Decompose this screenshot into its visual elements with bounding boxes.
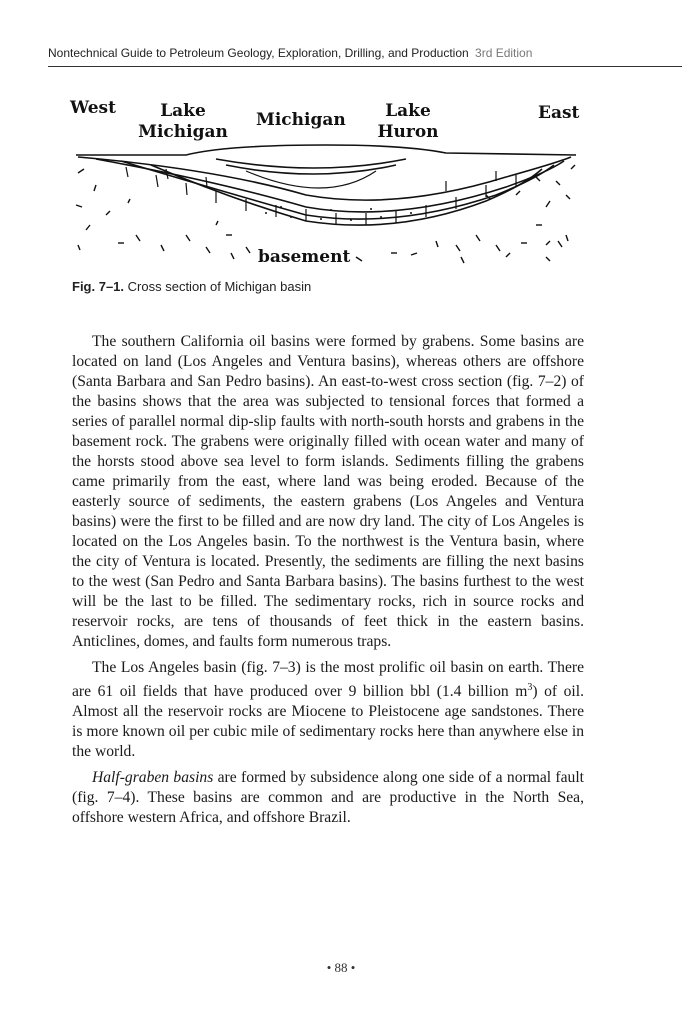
figure-caption	[72, 279, 311, 294]
header-rule	[48, 66, 682, 67]
paragraph-3	[72, 768, 584, 828]
paragraph-3-rest: are formed by subsidence along one side of a normal fault (fig. 7–4). These basins are common and are productive in the North Sea, offshore western Africa, and offshore Brazil.	[72, 769, 584, 827]
paragraph-3-term: Half-graben basins	[92, 769, 214, 787]
caption-text: Cross section of Michigan basin	[127, 279, 312, 294]
label-east: East	[538, 103, 580, 123]
label-basement: basement	[258, 247, 351, 267]
paragraph-2	[72, 658, 584, 762]
header-edition: 3rd Edition	[475, 46, 533, 60]
caption-label: Fig. 7–1.	[72, 279, 125, 294]
header-title: Nontechnical Guide to Petroleum Geology, Exploration, Drilling, and Production	[48, 46, 469, 60]
paragraph-2-part-a: The Los Angeles basin (fig. 7–3) is the most prolific oil basin on earth. There are 61 oil fields that have produced over 9 billion bbl (1.4 billion m	[72, 659, 584, 701]
label-michigan: Michigan	[256, 110, 346, 130]
label-lake-huron-line2: Huron	[377, 122, 439, 142]
label-west: West	[70, 98, 116, 118]
label-lake-huron-line1: Lake	[385, 101, 431, 121]
figure-michigan-basin	[66, 95, 596, 275]
label-lake-huron	[366, 101, 450, 143]
body-text	[72, 332, 584, 834]
page-number: • 88 •	[326, 960, 356, 975]
label-lake-michigan-line2: Michigan	[138, 122, 228, 142]
paragraph-1: The southern California oil basins were formed by grabens. Some basins are located on land (Los Angeles and Ventura basins), whereas others are offshore (Santa Barbara and San Pedro basins). An east-to-west cross section (fig. 7–2) of the basins shows that the area was subjected to tensional forces that formed a series of parallel normal dip-slip faults with north-south horsts and grabens in the basement rock. The grabens were originally filled with ocean water and many of the horsts stood above sea level to form islands. Sediments filling the grabens came primarily from the east, where land was being eroded. Because of the easterly source of sediments, the eastern grabens (Los Angeles and Ventura basins) were the first to be filled and are now dry land. The city of Los Angeles is located on the Los Angeles basin. To the northwest is the Ventura basin, where the city of Ventura is located. Presently, the sediments are filling the next basins to the west (San Pedro and Santa Barbara basins). The basins furthest to the west will be the last to be filled. The sedimentary rocks, rich in source rocks and reservoir rocks, are tens of thousands of feet thick in the eastern basins. Anticlines, domes, and faults form numerous traps.	[72, 333, 584, 650]
paragraph-2-superscript: 3	[527, 682, 533, 693]
label-lake-michigan-line1: Lake	[160, 101, 206, 121]
label-lake-michigan	[138, 101, 228, 143]
running-header	[48, 46, 680, 60]
paragraph-2-part-b: ) of oil. Almost all the reservoir rocks are Miocene to Pleistocene age sandstones. There is more known oil per cubic mile of sedimentary rocks here than anywhere else in the world.	[72, 683, 584, 761]
